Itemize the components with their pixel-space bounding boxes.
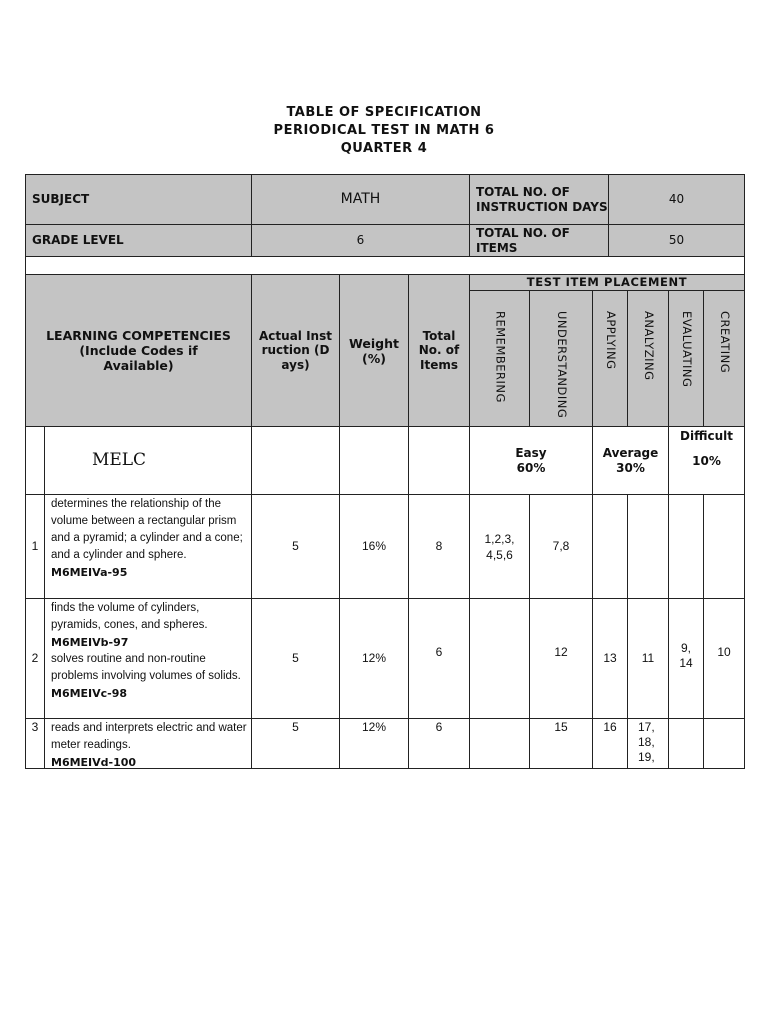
instruction-days-label: TOTAL NO. OF INSTRUCTION DAYS — [469, 174, 609, 225]
weight-header: Weight (%) — [339, 274, 409, 427]
melc-number-cell — [25, 426, 45, 495]
row-1-number: 1 — [25, 494, 45, 599]
remembering-header: REMEMBERING — [469, 290, 530, 427]
spacer-row — [25, 256, 745, 275]
row-1-understanding: 7,8 — [529, 494, 593, 599]
melc-items-cell — [408, 426, 470, 495]
row-1-competency — [44, 494, 252, 599]
difficult-level — [668, 426, 745, 495]
grade-level-value: 6 — [251, 224, 470, 257]
row-3-understanding: 15 — [529, 718, 593, 769]
melc-weight-cell — [339, 426, 409, 495]
row-1-remembering: 1,2,3, 4,5,6 — [469, 494, 530, 599]
analyzing-header: ANALYZING — [627, 290, 669, 427]
row-2-weight: 12% — [339, 598, 409, 719]
instruction-days-value: 40 — [608, 174, 745, 225]
row-2-code-2: M6MEIVc-98 — [51, 687, 128, 700]
row-2-evaluating: 9, 14 — [668, 598, 704, 719]
row-2-competency-text-2: solves routine and non-routine problems involving volumes of solids. — [51, 653, 241, 682]
row-3-items: 6 — [408, 718, 470, 769]
grade-level-label: GRADE LEVEL — [25, 224, 252, 257]
row-3-days: 5 — [251, 718, 340, 769]
row-1-competency-text: determines the relationship of the volume between a rectangular prism and a pyramid; a cylinder and a cone; and a cylinder and sphere. — [51, 498, 243, 561]
creating-header: CREATING — [703, 290, 745, 427]
row-3-competency — [44, 718, 252, 769]
row-2-understanding: 12 — [529, 598, 593, 719]
subject-label: SUBJECT — [25, 174, 252, 225]
actual-instruction-header: Actual Instruction (Days) — [251, 274, 340, 427]
row-3-code: M6MEIVd-100 — [51, 756, 137, 769]
difficult-percent: 10% — [692, 454, 721, 468]
applying-header: APPLYING — [592, 290, 628, 427]
row-2-applying: 13 — [592, 598, 628, 719]
row-2-code-1: M6MEIVb-97 — [51, 636, 129, 649]
row-1-code: M6MEIVa-95 — [51, 566, 128, 579]
total-items-label: TOTAL NO. OF ITEMS — [469, 224, 609, 257]
learning-competencies-header: LEARNING COMPETENCIES (Include Codes if Available) — [25, 274, 252, 427]
document-title — [0, 104, 768, 158]
row-1-analyzing — [627, 494, 669, 599]
total-items-header: Total No. of Items — [408, 274, 470, 427]
row-2-days: 5 — [251, 598, 340, 719]
test-item-placement-header: TEST ITEM PLACEMENT — [469, 274, 745, 291]
row-2-creating: 10 — [703, 598, 745, 719]
row-2-number: 2 — [25, 598, 45, 719]
understanding-header: UNDERSTANDING — [529, 290, 593, 427]
row-3-competency-text: reads and interprets electric and water meter readings. — [51, 722, 247, 751]
row-3-remembering — [469, 718, 530, 769]
evaluating-header: EVALUATING — [668, 290, 704, 427]
row-3-creating — [703, 718, 745, 769]
row-2-competency-text-1: finds the volume of cylinders, pyramids, cones, and spheres. — [51, 602, 208, 631]
subject-value: MATH — [251, 174, 470, 225]
total-items-value: 50 — [608, 224, 745, 257]
row-1-evaluating — [668, 494, 704, 599]
row-3-evaluating — [668, 718, 704, 769]
row-1-items: 8 — [408, 494, 470, 599]
title-line-2: PERIODICAL TEST IN MATH 6 — [273, 123, 495, 138]
row-2-remembering — [469, 598, 530, 719]
row-1-creating — [703, 494, 745, 599]
row-1-weight: 16% — [339, 494, 409, 599]
row-3-number: 3 — [25, 718, 45, 769]
title-line-3: QUARTER 4 — [340, 141, 428, 156]
title-line-1: TABLE OF SPECIFICATION — [286, 105, 482, 120]
row-3-weight: 12% — [339, 718, 409, 769]
difficult-label: Difficult — [680, 429, 733, 443]
row-3-analyzing: 17, 18, 19, — [627, 718, 669, 769]
average-level: Average 30% — [592, 426, 669, 495]
melc-label: MELC — [44, 426, 252, 495]
easy-level: Easy 60% — [469, 426, 593, 495]
row-3-applying: 16 — [592, 718, 628, 769]
row-1-applying — [592, 494, 628, 599]
row-2-items: 6 — [408, 598, 470, 719]
row-1-days: 5 — [251, 494, 340, 599]
melc-days-cell — [251, 426, 340, 495]
row-2-competency — [44, 598, 252, 719]
row-2-analyzing: 11 — [627, 598, 669, 719]
